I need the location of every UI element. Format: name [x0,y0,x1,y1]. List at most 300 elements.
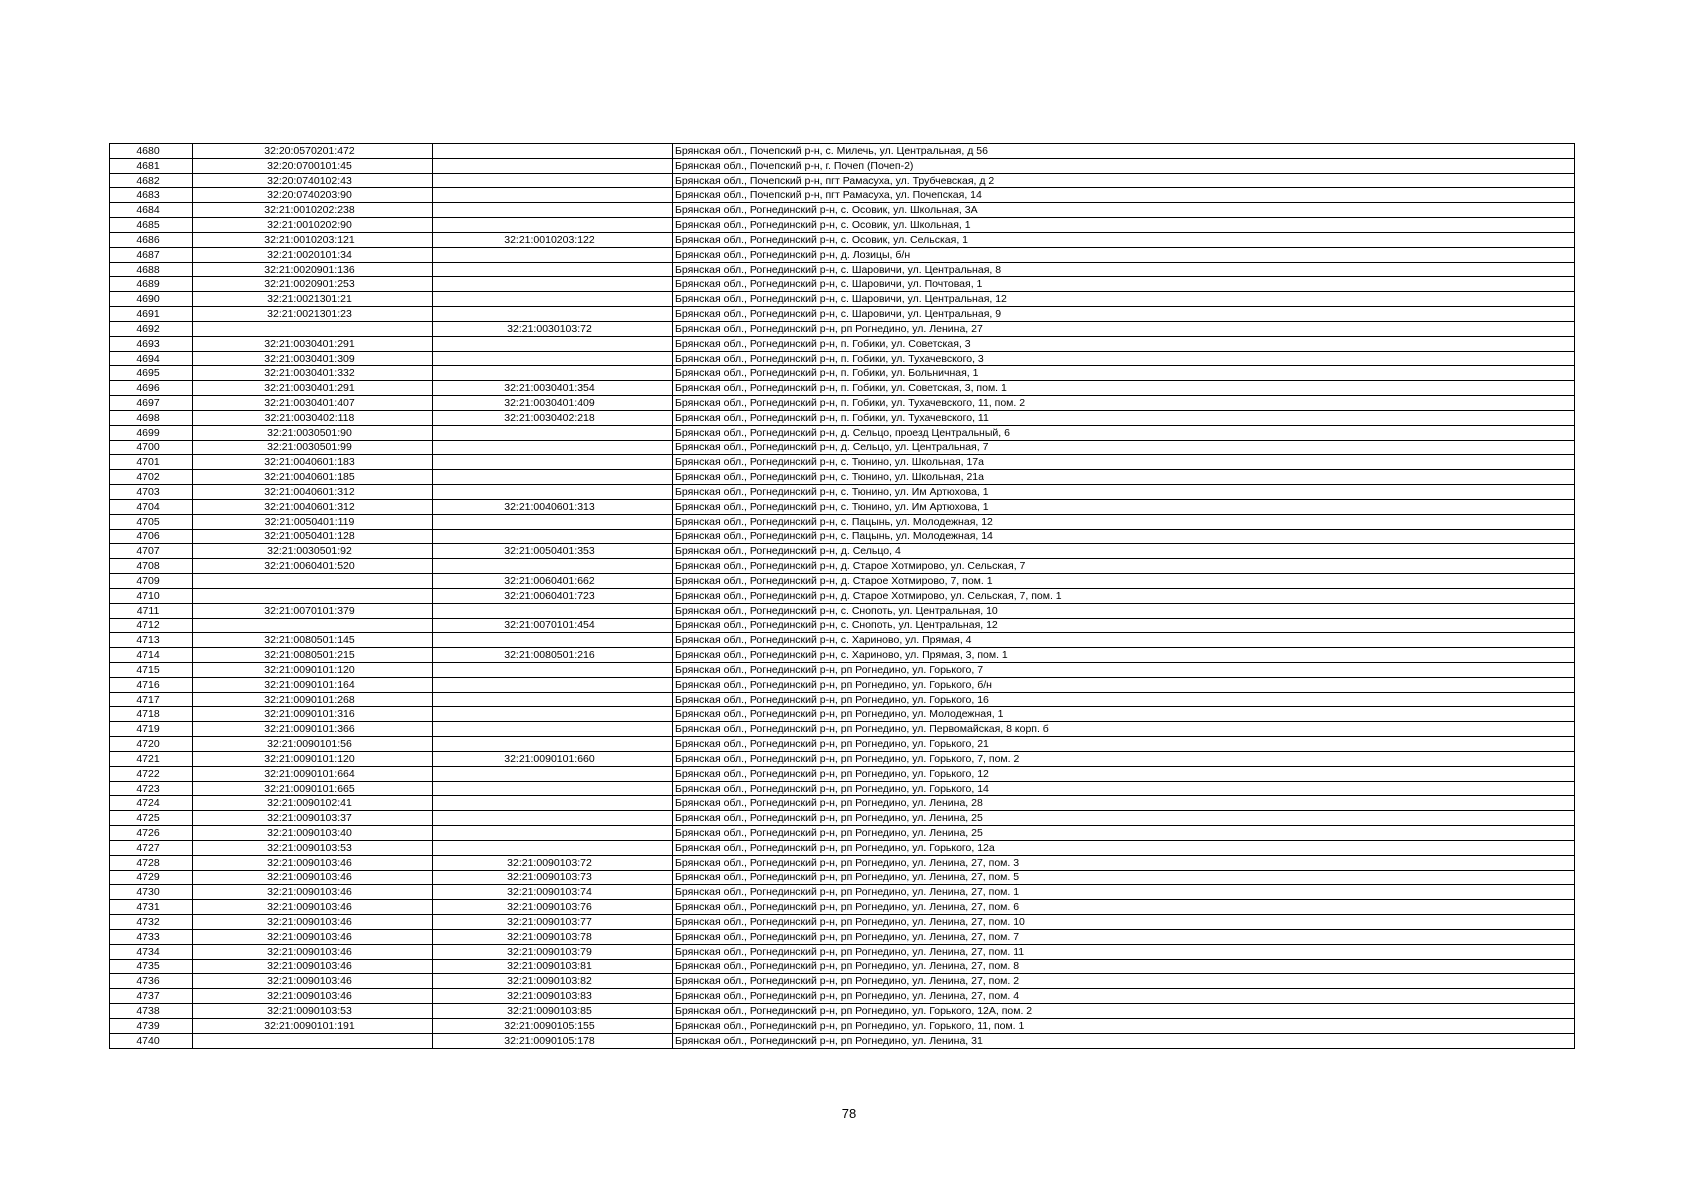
sub-cadastral-number-cell [433,514,673,529]
cadastral-number-cell: 32:21:0030401:332 [193,366,433,381]
cadastral-number-cell: 32:21:0090103:37 [193,811,433,826]
sub-cadastral-number-cell [433,811,673,826]
table-row [110,737,1575,752]
row-number-cell: 4692 [110,321,193,336]
sub-cadastral-number-cell: 32:21:0030103:72 [433,321,673,336]
cadastral-number-cell: 32:21:0090103:46 [193,885,433,900]
cadastral-number-cell: 32:21:0030501:92 [193,544,433,559]
table-row [110,944,1575,959]
cadastral-number-cell: 32:20:0700101:45 [193,158,433,173]
sub-cadastral-number-cell [433,425,673,440]
address-cell: Брянская обл., Рогнединский р-н, с. Пацынь, ул. Молодежная, 14 [673,529,1575,544]
table-row [110,559,1575,574]
sub-cadastral-number-cell [433,707,673,722]
cadastral-number-cell: 32:21:0090103:46 [193,900,433,915]
address-cell: Брянская обл., Рогнединский р-н, рп Рогнедино, ул. Первомайская, 8 корп. б [673,722,1575,737]
cadastral-number-cell: 32:21:0030401:291 [193,336,433,351]
table-row [110,707,1575,722]
address-cell: Брянская обл., Рогнединский р-н, п. Гобики, ул. Советская, 3 [673,336,1575,351]
cadastral-number-cell: 32:21:0030401:407 [193,396,433,411]
cadastral-number-cell: 32:21:0090103:46 [193,974,433,989]
cadastral-number-cell: 32:21:0050401:128 [193,529,433,544]
sub-cadastral-number-cell: 32:21:0060401:662 [433,574,673,589]
sub-cadastral-number-cell: 32:21:0090103:81 [433,959,673,974]
sub-cadastral-number-cell [433,247,673,262]
sub-cadastral-number-cell [433,203,673,218]
cadastral-number-cell: 32:21:0090103:46 [193,929,433,944]
row-number-cell: 4703 [110,485,193,500]
cadastral-number-cell: 32:21:0070101:379 [193,603,433,618]
row-number-cell: 4691 [110,307,193,322]
address-cell: Брянская обл., Рогнединский р-н, с. Пацынь, ул. Молодежная, 12 [673,514,1575,529]
address-cell: Брянская обл., Рогнединский р-н, п. Гобики, ул. Тухачевского, 11 [673,410,1575,425]
address-cell: Брянская обл., Рогнединский р-н, с. Снопоть, ул. Центральная, 10 [673,603,1575,618]
cadastral-number-cell [193,574,433,589]
cadastral-number-cell: 32:21:0080501:215 [193,648,433,663]
address-cell: Брянская обл., Рогнединский р-н, рп Рогнедино, ул. Ленина, 27 [673,321,1575,336]
sub-cadastral-number-cell: 32:21:0030401:409 [433,396,673,411]
sub-cadastral-number-cell: 32:21:0090101:660 [433,751,673,766]
address-cell: Брянская обл., Рогнединский р-н, д. Старое Хотмирово, 7, пом. 1 [673,574,1575,589]
address-cell: Брянская обл., Рогнединский р-н, с. Снопоть, ул. Центральная, 12 [673,618,1575,633]
address-cell: Брянская обл., Рогнединский р-н, рп Рогнедино, ул. Горького, 7 [673,662,1575,677]
table-row [110,840,1575,855]
address-cell: Брянская обл., Рогнединский р-н, рп Рогнедино, ул. Горького, 21 [673,737,1575,752]
table-row [110,662,1575,677]
sub-cadastral-number-cell [433,485,673,500]
row-number-cell: 4724 [110,796,193,811]
table-row [110,588,1575,603]
row-number-cell: 4695 [110,366,193,381]
address-cell: Брянская обл., Рогнединский р-н, рп Рогнедино, ул. Ленина, 27, пом. 4 [673,989,1575,1004]
address-cell: Брянская обл., Рогнединский р-н, рп Рогнедино, ул. Ленина, 27, пом. 10 [673,915,1575,930]
row-number-cell: 4686 [110,232,193,247]
cadastral-number-cell: 32:21:0021301:23 [193,307,433,322]
table-row [110,158,1575,173]
row-number-cell: 4702 [110,470,193,485]
address-cell: Брянская обл., Рогнединский р-н, рп Рогнедино, ул. Горького, 12 [673,766,1575,781]
cadastral-number-cell: 32:21:0090103:46 [193,959,433,974]
table-row [110,247,1575,262]
row-number-cell: 4711 [110,603,193,618]
row-number-cell: 4704 [110,499,193,514]
sub-cadastral-number-cell [433,173,673,188]
sub-cadastral-number-cell [433,470,673,485]
table-row [110,514,1575,529]
table-row [110,544,1575,559]
address-cell: Брянская обл., Рогнединский р-н, рп Рогнедино, ул. Ленина, 27, пом. 3 [673,855,1575,870]
table-row [110,410,1575,425]
cadastral-number-cell: 32:21:0090101:316 [193,707,433,722]
page-number: 78 [841,1106,857,1121]
row-number-cell: 4709 [110,574,193,589]
row-number-cell: 4726 [110,826,193,841]
cadastral-number-cell [193,618,433,633]
cadastral-number-cell: 32:21:0090103:46 [193,855,433,870]
address-cell: Брянская обл., Рогнединский р-н, д. Сельцо, ул. Центральная, 7 [673,440,1575,455]
row-number-cell: 4721 [110,751,193,766]
table-row [110,677,1575,692]
table-row [110,811,1575,826]
row-number-cell: 4680 [110,144,193,159]
row-number-cell: 4681 [110,158,193,173]
table-row [110,826,1575,841]
address-cell: Брянская обл., Рогнединский р-н, с. Шаровичи, ул. Центральная, 9 [673,307,1575,322]
table-row [110,766,1575,781]
sub-cadastral-number-cell [433,336,673,351]
table-row [110,232,1575,247]
table-row [110,381,1575,396]
sub-cadastral-number-cell: 32:21:0090103:77 [433,915,673,930]
cadastral-number-cell: 32:21:0030401:309 [193,351,433,366]
address-cell: Брянская обл., Рогнединский р-н, с. Хариново, ул. Прямая, 4 [673,633,1575,648]
table-row [110,722,1575,737]
row-number-cell: 4732 [110,915,193,930]
address-cell: Брянская обл., Рогнединский р-н, с. Осовик, ул. Сельская, 1 [673,232,1575,247]
sub-cadastral-number-cell [433,307,673,322]
cadastral-number-cell: 32:21:0021301:21 [193,292,433,307]
sub-cadastral-number-cell: 32:21:0090103:83 [433,989,673,1004]
table-row [110,900,1575,915]
sub-cadastral-number-cell: 32:21:0090103:78 [433,929,673,944]
table-row [110,188,1575,203]
table-row [110,336,1575,351]
address-cell: Брянская обл., Рогнединский р-н, рп Рогнедино, ул. Ленина, 27, пом. 8 [673,959,1575,974]
sub-cadastral-number-cell [433,603,673,618]
sub-cadastral-number-cell [433,455,673,470]
address-cell: Брянская обл., Рогнединский р-н, рп Рогнедино, ул. Горького, 11, пом. 1 [673,1018,1575,1033]
table-row [110,351,1575,366]
sub-cadastral-number-cell [433,796,673,811]
sub-cadastral-number-cell: 32:21:0090103:85 [433,1004,673,1019]
cadastral-number-cell: 32:21:0090101:56 [193,737,433,752]
table-row [110,855,1575,870]
sub-cadastral-number-cell [433,826,673,841]
address-cell: Брянская обл., Рогнединский р-н, д. Сельцо, проезд Центральный, 6 [673,425,1575,440]
row-number-cell: 4731 [110,900,193,915]
table-row [110,470,1575,485]
sub-cadastral-number-cell [433,277,673,292]
row-number-cell: 4697 [110,396,193,411]
cadastral-number-cell: 32:21:0090103:46 [193,944,433,959]
sub-cadastral-number-cell: 32:21:0050401:353 [433,544,673,559]
sub-cadastral-number-cell [433,218,673,233]
table-row [110,485,1575,500]
address-cell: Брянская обл., Рогнединский р-н, п. Гобики, ул. Больничная, 1 [673,366,1575,381]
row-number-cell: 4684 [110,203,193,218]
cadastral-number-cell: 32:21:0090101:120 [193,662,433,677]
row-number-cell: 4689 [110,277,193,292]
address-cell: Брянская обл., Рогнединский р-н, д. Лозицы, б/н [673,247,1575,262]
row-number-cell: 4736 [110,974,193,989]
table-row [110,1004,1575,1019]
row-number-cell: 4713 [110,633,193,648]
row-number-cell: 4733 [110,929,193,944]
row-number-cell: 4708 [110,559,193,574]
table-row [110,692,1575,707]
cadastral-number-cell [193,321,433,336]
row-number-cell: 4722 [110,766,193,781]
sub-cadastral-number-cell: 32:21:0090103:76 [433,900,673,915]
sub-cadastral-number-cell [433,692,673,707]
row-number-cell: 4698 [110,410,193,425]
address-cell: Брянская обл., Рогнединский р-н, рп Рогнедино, ул. Ленина, 28 [673,796,1575,811]
row-number-cell: 4701 [110,455,193,470]
cadastral-number-cell: 32:21:0040601:183 [193,455,433,470]
sub-cadastral-number-cell: 32:21:0040601:313 [433,499,673,514]
cadastral-number-cell: 32:21:0010203:121 [193,232,433,247]
table-row [110,262,1575,277]
row-number-cell: 4720 [110,737,193,752]
cadastral-number-cell: 32:21:0040601:312 [193,499,433,514]
address-cell: Брянская обл., Рогнединский р-н, д. Старое Хотмирово, ул. Сельская, 7, пом. 1 [673,588,1575,603]
row-number-cell: 4712 [110,618,193,633]
address-cell: Брянская обл., Рогнединский р-н, рп Рогнедино, ул. Ленина, 25 [673,826,1575,841]
address-cell: Брянская обл., Рогнединский р-н, д. Старое Хотмирово, ул. Сельская, 7 [673,559,1575,574]
sub-cadastral-number-cell: 32:21:0090105:155 [433,1018,673,1033]
sub-cadastral-number-cell: 32:21:0060401:723 [433,588,673,603]
table-row [110,989,1575,1004]
address-cell: Брянская обл., Рогнединский р-н, п. Гобики, ул. Тухачевского, 11, пом. 2 [673,396,1575,411]
cadastral-number-cell: 32:21:0090101:164 [193,677,433,692]
row-number-cell: 4737 [110,989,193,1004]
address-cell: Брянская обл., Рогнединский р-н, с. Хариново, ул. Прямая, 3, пом. 1 [673,648,1575,663]
row-number-cell: 4716 [110,677,193,692]
address-cell: Брянская обл., Рогнединский р-н, рп Рогнедино, ул. Ленина, 27, пом. 5 [673,870,1575,885]
address-cell: Брянская обл., Почепский р-н, пгт Рамасуха, ул. Трубчевская, д 2 [673,173,1575,188]
sub-cadastral-number-cell [433,158,673,173]
cadastral-number-cell: 32:21:0090103:53 [193,1004,433,1019]
sub-cadastral-number-cell [433,766,673,781]
sub-cadastral-number-cell [433,529,673,544]
table-row [110,781,1575,796]
address-cell: Брянская обл., Рогнединский р-н, с. Шаровичи, ул. Центральная, 12 [673,292,1575,307]
row-number-cell: 4728 [110,855,193,870]
cadastral-number-cell: 32:21:0050401:119 [193,514,433,529]
address-cell: Брянская обл., Рогнединский р-н, с. Осовик, ул. Школьная, 3А [673,203,1575,218]
address-cell: Брянская обл., Рогнединский р-н, рп Рогнедино, ул. Горького, 14 [673,781,1575,796]
address-cell: Брянская обл., Рогнединский р-н, с. Осовик, ул. Школьная, 1 [673,218,1575,233]
table-body [110,144,1575,1049]
row-number-cell: 4705 [110,514,193,529]
cadastral-number-cell: 32:21:0010202:90 [193,218,433,233]
sub-cadastral-number-cell [433,440,673,455]
sub-cadastral-number-cell: 32:21:0030402:218 [433,410,673,425]
row-number-cell: 4694 [110,351,193,366]
sub-cadastral-number-cell: 32:21:0090103:73 [433,870,673,885]
address-cell: Брянская обл., Рогнединский р-н, рп Рогнедино, ул. Ленина, 27, пом. 7 [673,929,1575,944]
sub-cadastral-number-cell [433,292,673,307]
address-cell: Брянская обл., Рогнединский р-н, рп Рогнедино, ул. Горького, б/н [673,677,1575,692]
row-number-cell: 4723 [110,781,193,796]
row-number-cell: 4730 [110,885,193,900]
address-cell: Брянская обл., Рогнединский р-н, рп Рогнедино, ул. Горького, 16 [673,692,1575,707]
cadastral-number-cell: 32:21:0020901:253 [193,277,433,292]
table-row [110,885,1575,900]
cadastral-number-cell: 32:21:0090103:46 [193,915,433,930]
sub-cadastral-number-cell: 32:21:0010203:122 [433,232,673,247]
cadastral-number-cell: 32:21:0090101:665 [193,781,433,796]
cadastral-number-cell: 32:21:0090103:46 [193,989,433,1004]
cadastral-number-cell: 32:21:0090101:120 [193,751,433,766]
row-number-cell: 4717 [110,692,193,707]
table-row [110,974,1575,989]
sub-cadastral-number-cell: 32:21:0090103:79 [433,944,673,959]
address-cell: Брянская обл., Почепский р-н, г. Почеп (Почеп-2) [673,158,1575,173]
table-row [110,529,1575,544]
address-cell: Брянская обл., Рогнединский р-н, д. Сельцо, 4 [673,544,1575,559]
address-cell: Брянская обл., Почепский р-н, с. Милечь, ул. Центральная, д 56 [673,144,1575,159]
row-number-cell: 4740 [110,1033,193,1048]
address-cell: Брянская обл., Рогнединский р-н, с. Тюнино, ул. Школьная, 17а [673,455,1575,470]
cadastral-number-cell: 32:21:0090102:41 [193,796,433,811]
table-row [110,292,1575,307]
table-row [110,915,1575,930]
sub-cadastral-number-cell [433,633,673,648]
sub-cadastral-number-cell [433,366,673,381]
row-number-cell: 4696 [110,381,193,396]
cadastral-number-cell [193,588,433,603]
sub-cadastral-number-cell: 32:21:0080501:216 [433,648,673,663]
row-number-cell: 4727 [110,840,193,855]
table-row [110,218,1575,233]
row-number-cell: 4710 [110,588,193,603]
table-row [110,321,1575,336]
cadastral-number-cell: 32:21:0030501:99 [193,440,433,455]
cadastral-number-cell: 32:21:0010202:238 [193,203,433,218]
cadastral-number-cell: 32:21:0020101:34 [193,247,433,262]
row-number-cell: 4718 [110,707,193,722]
address-cell: Брянская обл., Рогнединский р-н, рп Рогнедино, ул. Горького, 7, пом. 2 [673,751,1575,766]
table-row [110,796,1575,811]
sub-cadastral-number-cell: 32:21:0090105:178 [433,1033,673,1048]
row-number-cell: 4706 [110,529,193,544]
table-row [110,1018,1575,1033]
cadastral-number-cell: 32:21:0090103:46 [193,870,433,885]
cadastral-number-cell: 32:21:0090103:40 [193,826,433,841]
row-number-cell: 4739 [110,1018,193,1033]
row-number-cell: 4700 [110,440,193,455]
table-row [110,455,1575,470]
cadastral-number-cell: 32:21:0030501:90 [193,425,433,440]
table-row [110,574,1575,589]
row-number-cell: 4719 [110,722,193,737]
row-number-cell: 4714 [110,648,193,663]
sub-cadastral-number-cell [433,188,673,203]
address-cell: Брянская обл., Рогнединский р-н, с. Тюнино, ул. Им Артюхова, 1 [673,499,1575,514]
row-number-cell: 4693 [110,336,193,351]
sub-cadastral-number-cell: 32:21:0090103:72 [433,855,673,870]
cadastral-number-cell: 32:21:0090101:366 [193,722,433,737]
cadastral-number-cell: 32:21:0080501:145 [193,633,433,648]
sub-cadastral-number-cell [433,559,673,574]
address-cell: Брянская обл., Рогнединский р-н, рп Рогнедино, ул. Ленина, 27, пом. 11 [673,944,1575,959]
sub-cadastral-number-cell [433,781,673,796]
property-table [109,143,1575,1049]
table-row [110,751,1575,766]
sub-cadastral-number-cell: 32:21:0090103:82 [433,974,673,989]
address-cell: Брянская обл., Рогнединский р-н, п. Гобики, ул. Тухачевского, 3 [673,351,1575,366]
address-cell: Брянская обл., Рогнединский р-н, рп Рогнедино, ул. Горького, 12А, пом. 2 [673,1004,1575,1019]
table-row [110,440,1575,455]
address-cell: Брянская обл., Рогнединский р-н, рп Рогнедино, ул. Ленина, 27, пом. 1 [673,885,1575,900]
address-cell: Брянская обл., Рогнединский р-н, с. Тюнино, ул. Школьная, 21а [673,470,1575,485]
table-row [110,1033,1575,1048]
address-cell: Брянская обл., Рогнединский р-н, рп Рогнедино, ул. Молодежная, 1 [673,707,1575,722]
row-number-cell: 4707 [110,544,193,559]
row-number-cell: 4715 [110,662,193,677]
table-row [110,618,1575,633]
table-row [110,929,1575,944]
sub-cadastral-number-cell [433,677,673,692]
cadastral-number-cell: 32:21:0030401:291 [193,381,433,396]
address-cell: Брянская обл., Рогнединский р-н, с. Шаровичи, ул. Почтовая, 1 [673,277,1575,292]
address-cell: Брянская обл., Рогнединский р-н, рп Рогнедино, ул. Ленина, 27, пом. 6 [673,900,1575,915]
sub-cadastral-number-cell [433,722,673,737]
cadastral-number-cell: 32:21:0090101:664 [193,766,433,781]
cadastral-number-cell: 32:21:0030402:118 [193,410,433,425]
table-row [110,633,1575,648]
table-row [110,144,1575,159]
row-number-cell: 4690 [110,292,193,307]
sub-cadastral-number-cell [433,262,673,277]
table-row [110,203,1575,218]
sub-cadastral-number-cell [433,662,673,677]
address-cell: Брянская обл., Рогнединский р-н, с. Шаровичи, ул. Центральная, 8 [673,262,1575,277]
table-row [110,173,1575,188]
sub-cadastral-number-cell: 32:21:0030401:354 [433,381,673,396]
sub-cadastral-number-cell: 32:21:0070101:454 [433,618,673,633]
sub-cadastral-number-cell: 32:21:0090103:74 [433,885,673,900]
sub-cadastral-number-cell [433,144,673,159]
row-number-cell: 4725 [110,811,193,826]
table-row [110,648,1575,663]
sub-cadastral-number-cell [433,737,673,752]
address-cell: Брянская обл., Рогнединский р-н, рп Рогнедино, ул. Горького, 12а [673,840,1575,855]
cadastral-number-cell: 32:21:0060401:520 [193,559,433,574]
table-row [110,307,1575,322]
table-row [110,603,1575,618]
table-row [110,366,1575,381]
cadastral-number-cell: 32:20:0740102:43 [193,173,433,188]
cadastral-number-cell: 32:21:0040601:312 [193,485,433,500]
address-cell: Брянская обл., Рогнединский р-н, с. Тюнино, ул. Им Артюхова, 1 [673,485,1575,500]
row-number-cell: 4683 [110,188,193,203]
table-row [110,870,1575,885]
cadastral-number-cell: 32:21:0040601:185 [193,470,433,485]
row-number-cell: 4687 [110,247,193,262]
row-number-cell: 4699 [110,425,193,440]
cadastral-number-cell: 32:21:0090101:191 [193,1018,433,1033]
row-number-cell: 4682 [110,173,193,188]
sub-cadastral-number-cell [433,351,673,366]
row-number-cell: 4738 [110,1004,193,1019]
table-row [110,959,1575,974]
row-number-cell: 4729 [110,870,193,885]
table-row [110,277,1575,292]
cadastral-number-cell: 32:20:0740203:90 [193,188,433,203]
table-row [110,425,1575,440]
row-number-cell: 4688 [110,262,193,277]
address-cell: Брянская обл., Рогнединский р-н, рп Рогнедино, ул. Ленина, 27, пом. 2 [673,974,1575,989]
cadastral-number-cell: 32:21:0090103:53 [193,840,433,855]
table-row [110,499,1575,514]
cadastral-number-cell [193,1033,433,1048]
table-row [110,396,1575,411]
address-cell: Брянская обл., Рогнединский р-н, п. Гобики, ул. Советская, 3, пом. 1 [673,381,1575,396]
row-number-cell: 4685 [110,218,193,233]
address-cell: Брянская обл., Рогнединский р-н, рп Рогнедино, ул. Ленина, 31 [673,1033,1575,1048]
